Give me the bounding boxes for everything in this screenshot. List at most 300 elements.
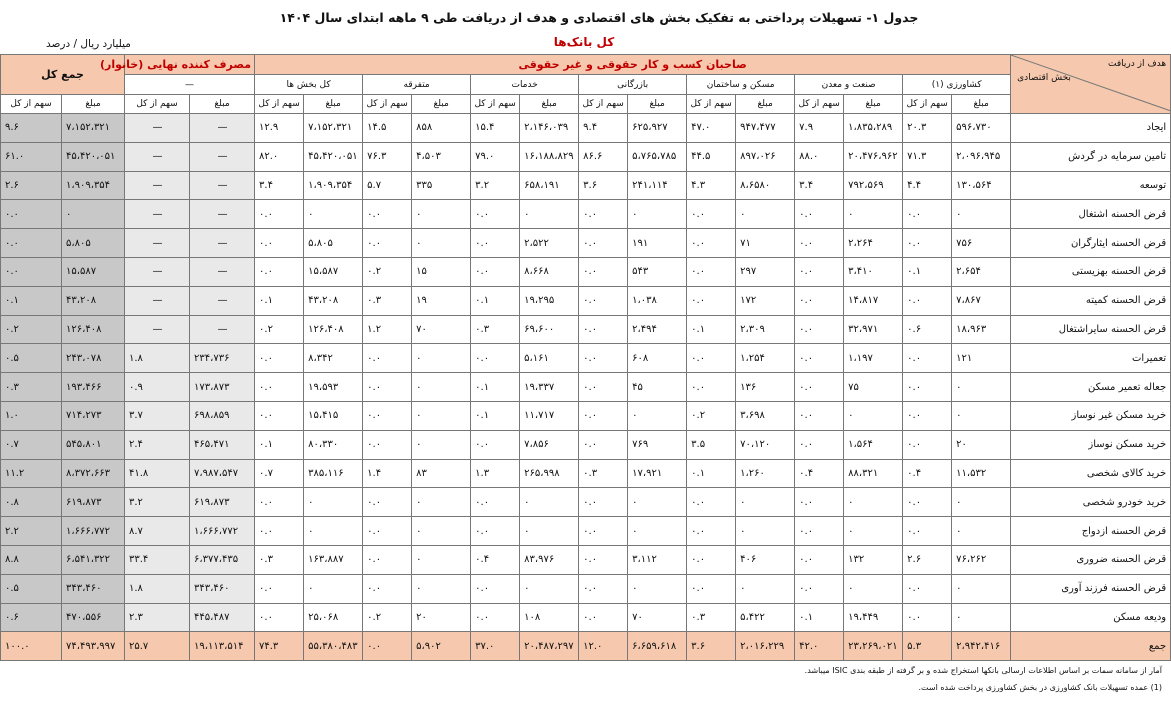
share-cell: — xyxy=(125,286,190,315)
amount-cell: ۰ xyxy=(304,488,363,517)
share-cell: ۰.۲ xyxy=(363,257,412,286)
row-label: ودیعه مسکن xyxy=(1011,603,1171,632)
amount-cell: ۴۷۰،۵۵۶ xyxy=(62,603,125,632)
amount-cell: ۵۹۶،۷۳۰ xyxy=(952,114,1011,143)
share-cell: ۸۸.۰ xyxy=(795,142,844,171)
amount-cell: ۱۵ xyxy=(412,257,471,286)
unit-label: میلیارد ریال / درصد xyxy=(46,38,131,50)
share-cell: ۴۷.۰ xyxy=(687,114,736,143)
share-header: سهم از کل xyxy=(125,95,190,114)
amount-cell: ۲،۵۲۲ xyxy=(520,229,579,258)
table-row xyxy=(1,171,1171,200)
sector-header: کل بخش ها xyxy=(255,75,363,95)
row-label: جعاله تعمیر مسکن xyxy=(1011,373,1171,402)
row-label: توسعه xyxy=(1011,171,1171,200)
amount-cell: ۸،۳۷۲،۶۶۳ xyxy=(62,459,125,488)
share-cell: ۰.۰ xyxy=(579,401,628,430)
share-cell: ۰.۰ xyxy=(579,574,628,603)
table-row xyxy=(1,459,1171,488)
amount-cell: ۱۰۸ xyxy=(520,603,579,632)
share-cell: ۰.۰ xyxy=(903,430,952,459)
table-row xyxy=(1,373,1171,402)
amount-cell: ۱،۶۶۶،۷۷۲ xyxy=(62,517,125,546)
share-cell: ۳.۲ xyxy=(471,171,520,200)
amount-cell: ۷۰ xyxy=(412,315,471,344)
table-subtitle: کل بانک‌ها xyxy=(553,35,615,49)
share-cell: ۲.۶ xyxy=(1,171,62,200)
share-cell: ۰.۰ xyxy=(579,229,628,258)
share-cell: ۰.۰ xyxy=(903,488,952,517)
amount-cell: ۰ xyxy=(412,401,471,430)
amount-cell: ۰ xyxy=(952,603,1011,632)
amount-cell: ۵،۱۶۱ xyxy=(520,344,579,373)
share-cell: ۰.۰ xyxy=(903,229,952,258)
amount-cell: ۸۵۸ xyxy=(412,114,471,143)
share-cell: ۰.۰ xyxy=(795,257,844,286)
table-row xyxy=(1,603,1171,632)
row-label: قرض الحسنه کمیته xyxy=(1011,286,1171,315)
share-cell: ۱۱.۲ xyxy=(1,459,62,488)
share-cell: ۸۲.۰ xyxy=(255,142,304,171)
amount-cell: ۴۵،۴۲۰،۰۵۱ xyxy=(62,142,125,171)
total-group-header: جمع کل xyxy=(1,55,125,95)
share-header: سهم از کل xyxy=(579,95,628,114)
amount-header: مبلغ xyxy=(628,95,687,114)
amount-cell: ۶۱۹،۸۷۳ xyxy=(62,488,125,517)
amount-cell: ۰ xyxy=(952,401,1011,430)
share-header: سهم از کل xyxy=(1,95,62,114)
amount-header: مبلغ xyxy=(952,95,1011,114)
share-cell: ۱۴.۵ xyxy=(363,114,412,143)
amount-cell: ۱۵،۵۸۷ xyxy=(62,257,125,286)
amount-cell: ۰ xyxy=(412,574,471,603)
share-cell: ۰.۱ xyxy=(687,315,736,344)
row-label: خرید مسکن نوساز xyxy=(1011,430,1171,459)
amount-cell: ۱۵،۵۸۷ xyxy=(304,257,363,286)
row-label: ایجاد xyxy=(1011,114,1171,143)
share-cell: ۷۹.۰ xyxy=(471,142,520,171)
amount-cell: ۲،۶۵۴ xyxy=(952,257,1011,286)
amount-cell: ۰ xyxy=(62,200,125,229)
share-header: سهم از کل xyxy=(255,95,304,114)
share-cell: ۰.۰ xyxy=(363,488,412,517)
share-cell: ۰.۰ xyxy=(795,200,844,229)
amount-cell: ۸،۶۶۸ xyxy=(520,257,579,286)
share-cell: ۰.۲ xyxy=(687,401,736,430)
amount-cell: ۱۵،۴۱۵ xyxy=(304,401,363,430)
share-cell: ۰.۶ xyxy=(903,315,952,344)
amount-cell: ۱۶،۱۸۸،۸۲۹ xyxy=(520,142,579,171)
row-label: خرید مسکن غیر نوساز xyxy=(1011,401,1171,430)
amount-cell: ۰ xyxy=(736,488,795,517)
share-cell: ۰.۰ xyxy=(903,603,952,632)
share-cell: ۰.۷ xyxy=(1,430,62,459)
amount-cell: ۷،۸۶۷ xyxy=(952,286,1011,315)
share-cell: ۰.۰ xyxy=(579,545,628,574)
share-cell: ۱۲.۰ xyxy=(579,632,628,661)
share-cell: ۳.۶ xyxy=(687,632,736,661)
share-cell: ۰.۰ xyxy=(579,200,628,229)
amount-cell: ۰ xyxy=(736,517,795,546)
amount-cell: ۱۲۶،۴۰۸ xyxy=(304,315,363,344)
amount-cell: ۰ xyxy=(304,517,363,546)
amount-cell: ۴۳،۲۰۸ xyxy=(62,286,125,315)
share-cell: ۲.۲ xyxy=(1,517,62,546)
corner-header xyxy=(1011,55,1171,114)
share-cell: ۰.۰ xyxy=(471,344,520,373)
amount-header: مبلغ xyxy=(412,95,471,114)
share-cell: ۱.۸ xyxy=(125,574,190,603)
share-cell: ۰.۰ xyxy=(903,200,952,229)
amount-cell: ۰ xyxy=(844,401,903,430)
share-cell: ۰.۰ xyxy=(687,545,736,574)
amount-cell: ۶۹،۶۰۰ xyxy=(520,315,579,344)
share-cell: ۸.۷ xyxy=(125,517,190,546)
table-row xyxy=(1,344,1171,373)
amount-cell: ۰ xyxy=(844,488,903,517)
amount-cell: ۰ xyxy=(412,200,471,229)
share-header: سهم از کل xyxy=(687,95,736,114)
amount-cell: ۰ xyxy=(412,517,471,546)
table-row xyxy=(1,114,1171,143)
amount-cell: ۰ xyxy=(736,574,795,603)
amount-cell: ۲۳،۲۶۹،۰۲۱ xyxy=(844,632,903,661)
table-row xyxy=(1,517,1171,546)
row-label: تعمیرات xyxy=(1011,344,1171,373)
share-cell: ۲.۳ xyxy=(125,603,190,632)
amount-cell: ۱۱،۷۱۷ xyxy=(520,401,579,430)
total-row xyxy=(1,632,1171,661)
table-row xyxy=(1,200,1171,229)
amount-cell: ۰ xyxy=(412,488,471,517)
share-cell: ۰.۰ xyxy=(363,401,412,430)
amount-cell: ۱،۵۶۴ xyxy=(844,430,903,459)
amount-cell: ۸۳،۹۷۶ xyxy=(520,545,579,574)
amount-cell: ۲۰،۴۸۷،۲۹۷ xyxy=(520,632,579,661)
amount-cell: ۵،۹۰۲ xyxy=(412,632,471,661)
share-cell: ۰.۰ xyxy=(363,632,412,661)
amount-cell: — xyxy=(190,257,255,286)
amount-cell: ۷،۱۵۲،۳۲۱ xyxy=(62,114,125,143)
amount-cell: ۵،۴۲۲ xyxy=(736,603,795,632)
amount-cell: ۸۰،۳۳۰ xyxy=(304,430,363,459)
share-header: سهم از کل xyxy=(363,95,412,114)
table-row xyxy=(1,257,1171,286)
share-cell: ۰.۰ xyxy=(579,315,628,344)
share-cell: — xyxy=(125,229,190,258)
amount-cell: ۰ xyxy=(412,344,471,373)
share-cell: ۰.۰ xyxy=(687,200,736,229)
share-cell: ۴.۳ xyxy=(687,171,736,200)
share-cell: ۱.۳ xyxy=(471,459,520,488)
share-cell: — xyxy=(125,200,190,229)
row-label: قرض الحسنه سایراشتغال xyxy=(1011,315,1171,344)
amount-cell: ۰ xyxy=(844,574,903,603)
share-cell: ۰.۰ xyxy=(255,574,304,603)
amount-cell: ۴۶۵،۴۷۱ xyxy=(190,430,255,459)
share-cell: ۰.۲ xyxy=(255,315,304,344)
amount-cell: ۲،۲۶۴ xyxy=(844,229,903,258)
share-cell: ۲.۶ xyxy=(903,545,952,574)
share-cell: ۰.۰ xyxy=(255,344,304,373)
amount-cell: ۰ xyxy=(628,574,687,603)
share-cell: ۰.۰ xyxy=(579,430,628,459)
share-cell: ۰.۰ xyxy=(255,229,304,258)
share-cell: ۳.۲ xyxy=(125,488,190,517)
share-cell: — xyxy=(125,171,190,200)
amount-cell: ۳۴۳،۴۶۰ xyxy=(62,574,125,603)
share-cell: ۴.۴ xyxy=(903,171,952,200)
amount-cell: ۱۷،۹۲۱ xyxy=(628,459,687,488)
share-cell: ۳.۷ xyxy=(125,401,190,430)
footnote-source: آمار از سامانه سمات بر اساس اطلاعات ارسالی بانکها استخراج شده و بر گرفته از طبقه بندی ISIC میباشد. xyxy=(804,666,1162,675)
share-cell: ۰.۶ xyxy=(1,603,62,632)
amount-cell: ۱،۹۰۹،۳۵۴ xyxy=(304,171,363,200)
share-cell: ۰.۰ xyxy=(579,603,628,632)
share-header: سهم از کل xyxy=(471,95,520,114)
amount-cell: ۱۱،۵۳۲ xyxy=(952,459,1011,488)
amount-cell: ۲،۴۹۴ xyxy=(628,315,687,344)
row-label: خرید خودرو شخصی xyxy=(1011,488,1171,517)
amount-cell: ۰ xyxy=(520,574,579,603)
amount-cell: ۵،۷۶۵،۷۸۵ xyxy=(628,142,687,171)
share-cell: ۰.۰ xyxy=(255,401,304,430)
share-cell: ۰.۰ xyxy=(255,257,304,286)
amount-cell: ۶،۶۵۹،۶۱۸ xyxy=(628,632,687,661)
table-row xyxy=(1,286,1171,315)
amount-cell: ۳۳۵ xyxy=(412,171,471,200)
amount-cell: ۱۹ xyxy=(412,286,471,315)
amount-cell: ۱۷۲ xyxy=(736,286,795,315)
row-label: قرض الحسنه بهزیستی xyxy=(1011,257,1171,286)
amount-cell: ۱۸،۹۶۳ xyxy=(952,315,1011,344)
share-cell: ۰.۰ xyxy=(471,229,520,258)
amount-cell: ۱۳۲ xyxy=(844,545,903,574)
amount-cell: ۶۵۸،۱۹۱ xyxy=(520,171,579,200)
amount-cell: ۱۲۱ xyxy=(952,344,1011,373)
amount-cell: ۱۶۳،۸۸۷ xyxy=(304,545,363,574)
sector-header: متفرقه xyxy=(363,75,471,95)
amount-cell: ۱،۸۳۵،۲۸۹ xyxy=(844,114,903,143)
share-cell: ۰.۰ xyxy=(1,229,62,258)
amount-cell: ۷۰ xyxy=(628,603,687,632)
amount-cell: ۷،۸۵۶ xyxy=(520,430,579,459)
amount-cell: ۳،۱۱۲ xyxy=(628,545,687,574)
share-cell: ۰.۰ xyxy=(903,344,952,373)
table-row xyxy=(1,401,1171,430)
share-cell: ۰.۰ xyxy=(255,488,304,517)
sector-header: مسکن و ساختمان xyxy=(687,75,795,95)
amount-cell: — xyxy=(190,286,255,315)
share-cell: ۱.۴ xyxy=(363,459,412,488)
amount-cell: ۰ xyxy=(736,200,795,229)
share-cell: ۳.۴ xyxy=(255,171,304,200)
share-cell: ۷۱.۳ xyxy=(903,142,952,171)
amount-cell: ۲۴۳،۰۷۸ xyxy=(62,344,125,373)
sector-header: کشاورزی (۱) xyxy=(903,75,1011,95)
share-cell: ۰.۸ xyxy=(1,488,62,517)
amount-cell: — xyxy=(190,171,255,200)
amount-cell: ۰ xyxy=(628,401,687,430)
business-group-header: صاحبان کسب و کار حقوقی و غیر حقوقی xyxy=(255,55,1011,75)
amount-cell: ۷۰،۱۲۰ xyxy=(736,430,795,459)
amount-cell: ۱۴،۸۱۷ xyxy=(844,286,903,315)
amount-cell: ۸۳ xyxy=(412,459,471,488)
amount-cell: ۷۵۶ xyxy=(952,229,1011,258)
amount-cell: ۲۰،۴۷۶،۹۶۲ xyxy=(844,142,903,171)
share-cell: ۰.۰ xyxy=(363,344,412,373)
share-cell: ۲.۴ xyxy=(125,430,190,459)
share-cell: ۰.۱ xyxy=(687,459,736,488)
share-cell: ۰.۰ xyxy=(471,430,520,459)
share-cell: ۰.۴ xyxy=(795,459,844,488)
share-cell: ۰.۰ xyxy=(903,286,952,315)
share-cell: ۰.۳ xyxy=(687,603,736,632)
share-cell: ۰.۱ xyxy=(255,286,304,315)
amount-cell: ۴۵،۴۲۰،۰۵۱ xyxy=(304,142,363,171)
table-row xyxy=(1,488,1171,517)
share-cell: ۱۵.۴ xyxy=(471,114,520,143)
share-cell: ۶۱.۰ xyxy=(1,142,62,171)
amount-cell: — xyxy=(190,200,255,229)
amount-cell: ۱۹،۴۴۹ xyxy=(844,603,903,632)
amount-cell: ۵۴۵،۸۰۱ xyxy=(62,430,125,459)
amount-cell: ۴۰۶ xyxy=(736,545,795,574)
share-cell: ۰.۰ xyxy=(687,574,736,603)
row-label: قرض الحسنه ایثارگران xyxy=(1011,229,1171,258)
table-row xyxy=(1,545,1171,574)
amount-cell: ۱۲۶،۴۰۸ xyxy=(62,315,125,344)
share-cell: ۰.۰ xyxy=(363,430,412,459)
share-cell: ۰.۰ xyxy=(903,517,952,546)
share-cell: ۰.۰ xyxy=(471,603,520,632)
share-cell: ۰.۰ xyxy=(903,401,952,430)
share-cell: ۸۶.۶ xyxy=(579,142,628,171)
share-cell: ۰.۱ xyxy=(795,603,844,632)
amount-cell: ۵،۸۰۵ xyxy=(304,229,363,258)
amount-header: مبلغ xyxy=(304,95,363,114)
share-cell: — xyxy=(125,142,190,171)
amount-cell: ۸،۶۵۸۰ xyxy=(736,171,795,200)
amount-cell: ۴۳،۲۰۸ xyxy=(304,286,363,315)
share-cell: ۰.۰ xyxy=(579,517,628,546)
share-cell: ۰.۰ xyxy=(795,574,844,603)
data-table xyxy=(0,54,1171,661)
share-cell: ۰.۰ xyxy=(795,430,844,459)
amount-cell: ۶۰۸ xyxy=(628,344,687,373)
row-label: تامین سرمایه در گردش xyxy=(1011,142,1171,171)
amount-cell: — xyxy=(190,315,255,344)
amount-cell: ۲۰ xyxy=(412,603,471,632)
share-cell: ۰.۰ xyxy=(687,373,736,402)
amount-cell: ۲،۰۹۶،۹۴۵ xyxy=(952,142,1011,171)
share-cell: ۰.۰ xyxy=(363,517,412,546)
amount-cell: ۵۴۳ xyxy=(628,257,687,286)
share-cell: ۴۴.۵ xyxy=(687,142,736,171)
share-cell: ۰.۱ xyxy=(471,401,520,430)
share-cell: ۰.۳ xyxy=(363,286,412,315)
sector-header: بازرگانی xyxy=(579,75,687,95)
row-label: قرض الحسنه اشتغال xyxy=(1011,200,1171,229)
share-cell: ۹.۴ xyxy=(579,114,628,143)
row-label: قرض الحسنه ضروری xyxy=(1011,545,1171,574)
share-header: سهم از کل xyxy=(795,95,844,114)
share-cell: ۱.۲ xyxy=(363,315,412,344)
amount-cell: ۷۶۹ xyxy=(628,430,687,459)
amount-cell: ۰ xyxy=(952,373,1011,402)
share-cell: ۴۲.۰ xyxy=(795,632,844,661)
amount-cell: ۸۹۷،۰۲۶ xyxy=(736,142,795,171)
share-cell: ۰.۰ xyxy=(795,286,844,315)
amount-cell: ۵۵،۳۸۰،۴۸۳ xyxy=(304,632,363,661)
household-sub-header: — xyxy=(125,75,255,95)
share-cell: ۰.۱ xyxy=(471,286,520,315)
share-cell: ۰.۰ xyxy=(255,603,304,632)
share-cell: ۷.۹ xyxy=(795,114,844,143)
amount-header: مبلغ xyxy=(190,95,255,114)
share-cell: ۰.۰ xyxy=(471,200,520,229)
share-cell: ۰.۰ xyxy=(471,517,520,546)
amount-cell: ۰ xyxy=(952,517,1011,546)
amount-cell: ۶۱۹،۸۷۳ xyxy=(190,488,255,517)
share-cell: ۰.۰ xyxy=(687,257,736,286)
amount-cell: ۰ xyxy=(304,574,363,603)
amount-cell: ۷۱ xyxy=(736,229,795,258)
amount-cell: ۱۹،۲۹۵ xyxy=(520,286,579,315)
amount-header: مبلغ xyxy=(844,95,903,114)
share-cell: ۳.۴ xyxy=(795,171,844,200)
amount-cell: ۳۴۳،۴۶۰ xyxy=(190,574,255,603)
amount-cell: ۱،۹۰۹،۳۵۴ xyxy=(62,171,125,200)
share-cell: ۰.۵ xyxy=(1,574,62,603)
amount-cell: ۱،۲۶۰ xyxy=(736,459,795,488)
share-cell: ۰.۰ xyxy=(687,229,736,258)
table-row xyxy=(1,574,1171,603)
amount-cell: ۱،۰۳۸ xyxy=(628,286,687,315)
share-cell: ۸.۸ xyxy=(1,545,62,574)
share-cell: ۰.۰ xyxy=(579,344,628,373)
amount-cell: ۱۹۱ xyxy=(628,229,687,258)
share-cell: ۰.۰ xyxy=(363,574,412,603)
share-cell: ۲۵.۷ xyxy=(125,632,190,661)
share-cell: ۰.۲ xyxy=(363,603,412,632)
amount-cell: ۱۳۰،۵۶۴ xyxy=(952,171,1011,200)
amount-cell: ۱۹،۱۱۳،۵۱۴ xyxy=(190,632,255,661)
share-cell: ۰.۰ xyxy=(471,574,520,603)
table-row xyxy=(1,430,1171,459)
amount-cell: ۲،۳۰۹ xyxy=(736,315,795,344)
share-cell: ۰.۴ xyxy=(471,545,520,574)
amount-cell: ۲۹۷ xyxy=(736,257,795,286)
amount-cell: ۲،۰۱۶،۲۲۹ xyxy=(736,632,795,661)
amount-cell: ۲۳۴،۷۳۶ xyxy=(190,344,255,373)
amount-cell: ۱۷۳،۸۷۳ xyxy=(190,373,255,402)
amount-cell: ۰ xyxy=(520,517,579,546)
share-cell: ۰.۰ xyxy=(795,315,844,344)
share-cell: ۵.۳ xyxy=(903,632,952,661)
share-cell: ۰.۰ xyxy=(471,257,520,286)
amount-cell: ۱۹،۵۹۳ xyxy=(304,373,363,402)
share-cell: ۰.۰ xyxy=(363,373,412,402)
share-cell: ۳۷.۰ xyxy=(471,632,520,661)
amount-cell: ۳۸۵،۱۱۶ xyxy=(304,459,363,488)
share-cell: ۰.۰ xyxy=(687,488,736,517)
footnote-agriculture: (1) عمده تسهیلات بانک کشاورزی در بخش کشاورزی پرداخت شده است. xyxy=(918,683,1162,692)
amount-cell: ۱،۱۹۷ xyxy=(844,344,903,373)
share-cell: ۰.۰ xyxy=(1,200,62,229)
table-title: جدول ۱- تسهیلات پرداختی به تفکیک بخش های اقتصادی و هدف از دریافت طی ۹ ماهه ابتدای سال ۱۴۰۴ xyxy=(279,10,919,25)
amount-header: مبلغ xyxy=(736,95,795,114)
